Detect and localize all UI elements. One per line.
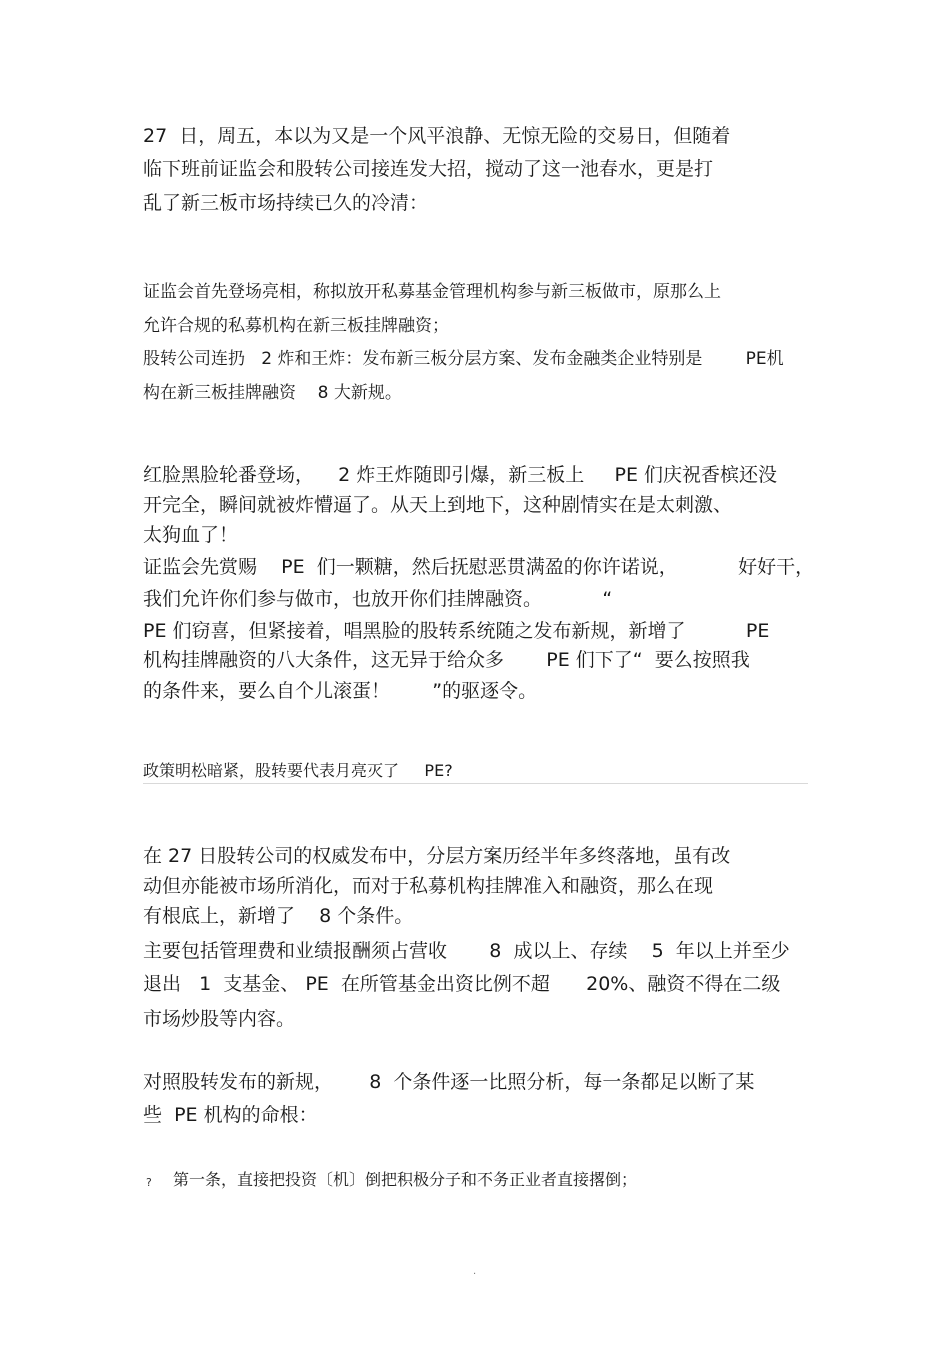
paragraph-line: 有根底上，新增了 8 个条件。 xyxy=(143,905,414,927)
paragraph-line: 太狗血了！ xyxy=(143,524,239,546)
paragraph-line: 允许合规的私募机构在新三板挂牌融资； xyxy=(143,316,449,336)
paragraph-line: 对照股转发布的新规， 8 个条件逐一比照分析，每一条都足以断了某 xyxy=(143,1071,755,1093)
paragraph-line: 动但亦能被市场所消化，而对于私募机构挂牌准入和融资，那么在现 xyxy=(143,875,714,897)
paragraph-line: 我们允许你们参与做市，也放开你们挂牌融资。 “ xyxy=(143,588,613,610)
paragraph-line: 证监会先赏赐 PE 们一颗糖，然后抚慰恶贯满盈的你许诺说， 好好干， xyxy=(143,556,815,578)
paragraph-line: 的条件来，要么自个儿滚蛋！ ”的驱逐令。 xyxy=(143,680,538,702)
paragraph-line: 在 27 日股转公司的权威发布中，分层方案历经半年多终落地，虽有改 xyxy=(143,845,731,867)
paragraph-line: 开完全，瞬间就被炸懵逼了。从天上到地下，这种剧情实在是太刺激、 xyxy=(143,494,733,516)
page-footer-mark: . xyxy=(473,1266,477,1277)
paragraph-line: PE 们窃喜，但紧接着，唱黑脸的股转系统随之发布新规，新增了 PE xyxy=(143,620,770,642)
bullet-icon: ? xyxy=(146,1176,152,1189)
paragraph-line: 退出 1 支基金、 PE 在所管基金出资比例不超 20%、融资不得在二级 xyxy=(143,973,781,995)
paragraph-line: 乱了新三板市场持续已久的冷清： xyxy=(143,192,429,214)
paragraph-line: 主要包括管理费和业绩报酬须占营收 8 成以上、存续 5 年以上并至少 xyxy=(143,940,790,962)
paragraph-line: 27 日，周五，本以为又是一个风平浪静、无惊无险的交易日，但随着 xyxy=(143,125,731,147)
heading-divider xyxy=(143,783,808,784)
paragraph-line: 市场炒股等内容。 xyxy=(143,1008,296,1030)
paragraph-line: 股转公司连扔 2 炸和王炸：发布新三板分层方案、发布金融类企业特别是 PE机 xyxy=(143,349,784,369)
paragraph-line: 些 PE 机构的命根： xyxy=(143,1104,318,1126)
paragraph-line: 机构挂牌融资的八大条件，这无异于给众多 PE 们下了“ 要么按照我 xyxy=(143,649,750,671)
paragraph-line: 证监会首先登场亮相，称拟放开私募基金管理机构参与新三板做市，原那么上 xyxy=(143,282,721,302)
paragraph-line: 构在新三板挂牌融资 8 大新规。 xyxy=(143,383,402,403)
section-heading: 政策明松暗紧，股转要代表月亮灭了 PE? xyxy=(143,761,453,780)
paragraph-line: 红脸黑脸轮番登场， 2 炸王炸随即引爆，新三板上 PE 们庆祝香槟还没 xyxy=(143,464,777,486)
paragraph-line: 临下班前证监会和股转公司接连发大招，搅动了这一池春水，更是打 xyxy=(143,158,714,180)
list-item: 第一条，直接把投资〔机〕倒把积极分子和不务正业者直接撂倒； xyxy=(173,1170,638,1189)
